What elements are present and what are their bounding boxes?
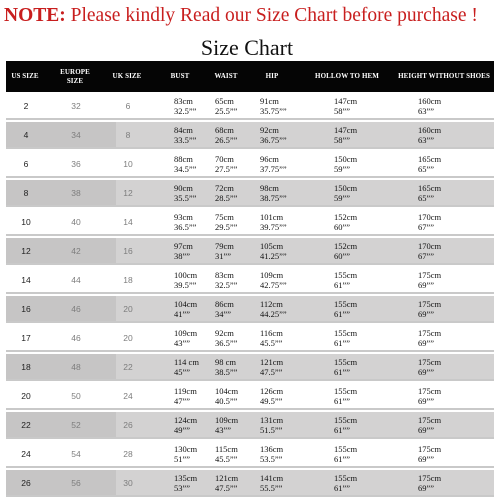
cell-europe-size: 50 <box>71 390 81 401</box>
cell-waist: 72cm 28.5”” <box>215 182 238 203</box>
cell-hollow-to-hem: 155cm 61”” <box>334 327 358 348</box>
cell-uk-size: 8 <box>125 129 131 140</box>
cell-bust: 100cm 39.5”” <box>174 269 198 290</box>
header-us-size: US SIZE <box>11 72 39 80</box>
table-row-us-17 <box>6 325 494 352</box>
cell-height: 165cm 65”” <box>418 153 442 174</box>
cell-us-size: 2 <box>23 100 29 111</box>
cell-hollow-to-hem: 150cm 59”” <box>334 153 358 174</box>
cell-europe-size: 46 <box>71 332 81 343</box>
cell-hollow-to-hem: 155cm 61”” <box>334 385 358 406</box>
cell-hollow-to-hem: 150cm 59”” <box>334 182 358 203</box>
cell-us-size: 12 <box>21 245 31 256</box>
cell-us-size: 16 <box>21 303 31 314</box>
cell-uk-size: 10 <box>123 158 133 169</box>
cell-us-size: 26 <box>21 477 31 488</box>
cell-hip: 116cm 45.5”” <box>260 327 283 348</box>
cell-bust: 83cm 32.5”” <box>174 95 197 116</box>
header-hollow-to-hem: HOLLOW TO HEM <box>315 72 379 80</box>
cell-hollow-to-hem: 155cm 61”” <box>334 356 358 377</box>
cell-us-size: 18 <box>21 361 31 372</box>
header-height-without-shoes: HEIGHT WITHOUT SHOES <box>398 72 490 80</box>
table-row-us-22 <box>6 412 494 439</box>
cell-europe-size: 46 <box>71 303 81 314</box>
chart-title: Size Chart <box>200 35 294 60</box>
cell-europe-size: 48 <box>71 361 81 372</box>
cell-us-size: 17 <box>21 332 31 343</box>
cell-europe-size: 38 <box>71 187 81 198</box>
cell-waist: 70cm 27.5”” <box>215 153 238 174</box>
cell-europe-size: 52 <box>71 419 81 430</box>
cell-bust: 88cm 34.5”” <box>174 153 197 174</box>
cell-height: 160cm 63”” <box>418 95 442 116</box>
cell-hip: 96cm 37.75”” <box>260 153 287 174</box>
header-europe-size: EUROPE SIZE <box>60 67 90 85</box>
header-uk-size: UK SIZE <box>112 72 142 80</box>
cell-hip: 92cm 36.75”” <box>260 124 287 145</box>
cell-us-size: 4 <box>23 129 29 140</box>
cell-hip: 109cm 42.75”” <box>260 269 287 290</box>
header-waist: WAIST <box>214 72 238 80</box>
cell-bust: 135cm 53”” <box>174 472 198 493</box>
cell-waist: 104cm 40.5”” <box>215 385 239 406</box>
notice-message: Please kindly Read our Size Chart before purchase ! <box>70 5 478 26</box>
cell-hip: 141cm 55.5”” <box>260 472 284 493</box>
cell-waist: 83cm 32.5”” <box>215 269 238 290</box>
cell-uk-size: 14 <box>123 216 133 227</box>
cell-waist: 68cm 26.5”” <box>215 124 238 145</box>
cell-height: 170cm 67”” <box>418 211 442 232</box>
cell-height: 175cm 69”” <box>418 356 442 377</box>
cell-europe-size: 34 <box>71 129 81 140</box>
cell-europe-size: 40 <box>71 216 81 227</box>
cell-us-size: 8 <box>23 187 29 198</box>
table-row-us-12 <box>6 238 494 265</box>
cell-bust: 130cm 51”” <box>174 443 198 464</box>
cell-hip: 112cm 44.25”” <box>260 298 287 319</box>
cell-uk-size: 18 <box>123 274 133 285</box>
purchase-notice <box>4 0 494 32</box>
cell-waist: 79cm 31”” <box>215 240 234 261</box>
cell-hollow-to-hem: 147cm 58”” <box>334 95 358 116</box>
cell-bust: 90cm 35.5”” <box>174 182 197 203</box>
cell-waist: 98 cm 38.5”” <box>215 356 238 377</box>
cell-height: 175cm 69”” <box>418 385 442 406</box>
cell-height: 175cm 69”” <box>418 443 442 464</box>
cell-waist: 75cm 29.5”” <box>215 211 238 232</box>
cell-europe-size: 54 <box>71 448 81 459</box>
cell-bust: 84cm 33.5”” <box>174 124 197 145</box>
cell-hollow-to-hem: 147cm 58”” <box>334 124 358 145</box>
cell-waist: 92cm 36.5”” <box>215 327 238 348</box>
cell-hollow-to-hem: 155cm 61”” <box>334 269 358 290</box>
cell-waist: 115cm 45.5”” <box>215 443 238 464</box>
cell-hollow-to-hem: 155cm 61”” <box>334 472 358 493</box>
cell-uk-size: 16 <box>123 245 133 256</box>
table-row-us-14 <box>6 267 494 294</box>
cell-hollow-to-hem: 155cm 61”” <box>334 443 358 464</box>
cell-height: 165cm 65”” <box>418 182 442 203</box>
cell-bust: 124cm 49”” <box>174 414 198 435</box>
cell-europe-size: 42 <box>71 245 81 256</box>
table-row-us-18 <box>6 354 494 381</box>
cell-uk-size: 12 <box>123 187 133 198</box>
cell-uk-size: 22 <box>123 361 133 372</box>
cell-hip: 101cm 39.75”” <box>260 211 287 232</box>
cell-europe-size: 44 <box>71 274 81 285</box>
cell-us-size: 10 <box>21 216 31 227</box>
cell-us-size: 14 <box>21 274 31 285</box>
cell-hip: 91cm 35.75”” <box>260 95 287 116</box>
header-hip: HIP <box>265 72 279 80</box>
cell-bust: 93cm 36.5”” <box>174 211 197 232</box>
cell-us-size: 22 <box>21 419 31 430</box>
cell-hollow-to-hem: 152cm 60”” <box>334 211 358 232</box>
cell-uk-size: 20 <box>123 332 133 343</box>
cell-height: 175cm 69”” <box>418 269 442 290</box>
cell-waist: 86cm 34”” <box>215 298 234 319</box>
cell-uk-size: 6 <box>125 100 131 111</box>
cell-height: 175cm 69”” <box>418 327 442 348</box>
cell-waist: 121cm 47.5”” <box>215 472 239 493</box>
cell-bust: 114 cm 45”” <box>174 356 199 377</box>
cell-us-size: 20 <box>21 390 31 401</box>
cell-uk-size: 26 <box>123 419 133 430</box>
cell-hip: 105cm 41.25”” <box>260 240 287 261</box>
table-row-us-6 <box>6 151 494 178</box>
cell-hip: 136cm 53.5”” <box>260 443 284 464</box>
cell-uk-size: 20 <box>123 303 133 314</box>
cell-bust: 104cm 41”” <box>174 298 198 319</box>
cell-hip: 121cm 47.5”” <box>260 356 284 377</box>
cell-waist: 65cm 25.5”” <box>215 95 238 116</box>
cell-us-size: 24 <box>21 448 31 459</box>
cell-hollow-to-hem: 152cm 60”” <box>334 240 358 261</box>
cell-height: 170cm 67”” <box>418 240 442 261</box>
cell-bust: 119cm 47”” <box>174 385 197 406</box>
cell-us-size: 6 <box>23 158 29 169</box>
header-bust: BUST <box>170 72 190 80</box>
cell-waist: 109cm 43”” <box>215 414 239 435</box>
cell-bust: 97cm 38”” <box>174 240 193 261</box>
table-row-us-26 <box>6 470 494 497</box>
table-header <box>6 61 494 92</box>
table-row-us-10 <box>6 209 494 236</box>
cell-bust: 109cm 43”” <box>174 327 198 348</box>
cell-europe-size: 36 <box>71 158 81 169</box>
cell-hip: 98cm 38.75”” <box>260 182 287 203</box>
cell-hip: 131cm 51.5”” <box>260 414 284 435</box>
table-row-us-16 <box>6 296 494 323</box>
cell-uk-size: 28 <box>123 448 133 459</box>
cell-height: 175cm 69”” <box>418 414 442 435</box>
table-row-us-24 <box>6 441 494 468</box>
cell-height: 175cm 69”” <box>418 472 442 493</box>
cell-hollow-to-hem: 155cm 61”” <box>334 414 358 435</box>
cell-uk-size: 24 <box>123 390 133 401</box>
table-row-us-2 <box>6 93 494 120</box>
table-row-us-4 <box>6 122 494 149</box>
table-row-us-20 <box>6 383 494 410</box>
cell-height: 160cm 63”” <box>418 124 442 145</box>
cell-height: 175cm 69”” <box>418 298 442 319</box>
notice-lead: NOTE: <box>4 5 66 26</box>
cell-europe-size: 56 <box>71 477 81 488</box>
cell-hip: 126cm 49.5”” <box>260 385 284 406</box>
cell-hollow-to-hem: 155cm 61”” <box>334 298 358 319</box>
cell-uk-size: 30 <box>123 477 133 488</box>
cell-europe-size: 32 <box>71 100 81 111</box>
table-row-us-8 <box>6 180 494 207</box>
